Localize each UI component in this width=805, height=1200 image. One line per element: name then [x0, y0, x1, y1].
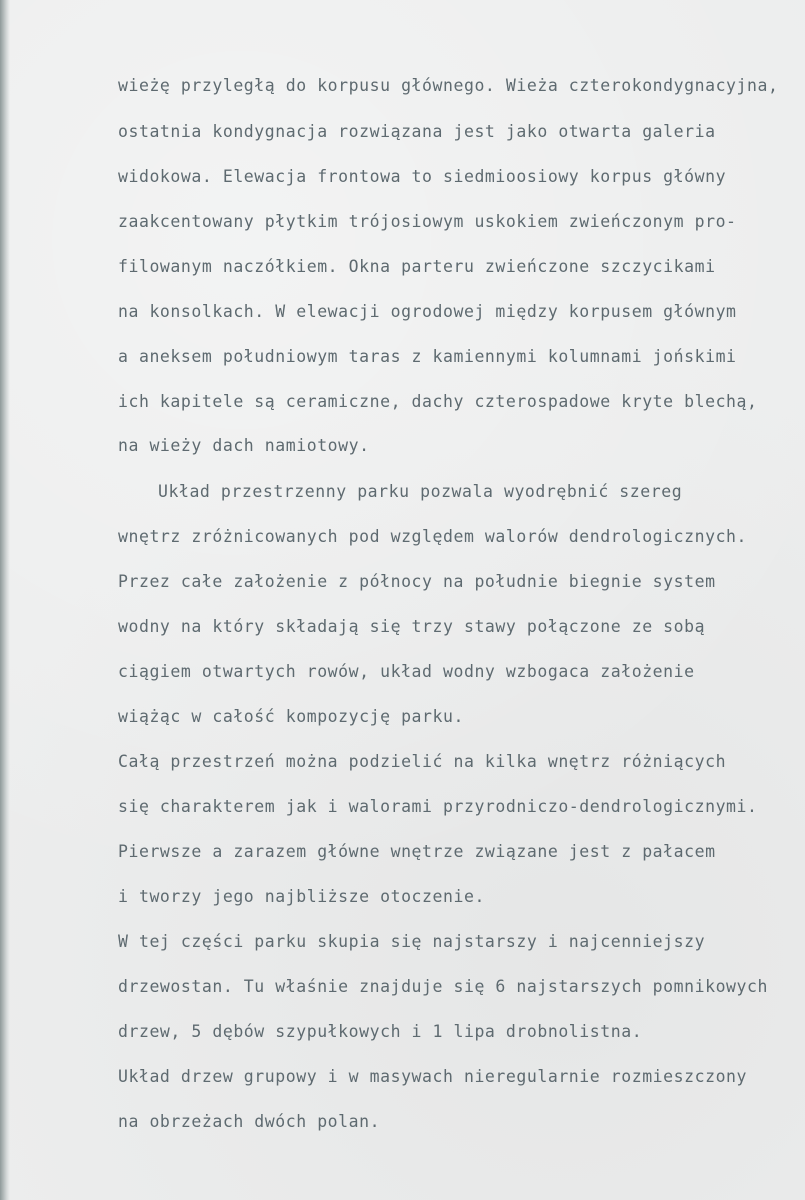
text-line: się charakterem jak i walorami przyrodniczo-dendrologicznymi.	[118, 797, 758, 816]
text-line: filowanym naczółkiem. Okna parteru zwieńczone szczycikami	[118, 257, 716, 276]
text-line: ciągiem otwartych rowów, układ wodny wzbogaca założenie	[118, 662, 695, 681]
text-line: Całą przestrzeń można podzielić na kilka wnętrz różniących	[118, 752, 727, 771]
text-line: i tworzy jego najbliższe otoczenie.	[118, 887, 485, 906]
text-line: Układ drzew grupowy i w masywach nieregularnie rozmieszczony	[118, 1067, 748, 1086]
text-line: wiążąc w całość kompozycję parku.	[118, 707, 464, 726]
text-line: Pierwsze a zarazem główne wnętrze związane jest z pałacem	[118, 842, 716, 861]
text-line: Układ przestrzenny parku pozwala wyodrębnić szereg	[158, 482, 683, 501]
text-line: ostatnia kondygnacja rozwiązana jest jako otwarta galeria	[118, 122, 716, 141]
text-line: na obrzeżach dwóch polan.	[118, 1112, 381, 1131]
text-line: Przez całe założenie z północy na południe biegnie system	[118, 572, 716, 591]
text-line: drzewostan. Tu właśnie znajduje się 6 najstarszych pomnikowych	[118, 977, 768, 996]
text-line: zaakcentowany płytkim trójosiowym uskokiem zwieńczonym pro-	[118, 212, 737, 231]
text-line: a aneksem południowym taras z kamiennymi kolumnami jońskimi	[118, 347, 737, 366]
text-line: wodny na który składają się trzy stawy połączone ze sobą	[118, 617, 706, 636]
text-line: drzew, 5 dębów szypułkowych i 1 lipa drobnolistna.	[118, 1022, 643, 1041]
text-line: na wieży dach namiotowy.	[118, 436, 370, 455]
text-line: na konsolkach. W elewacji ogrodowej między korpusem głównym	[118, 302, 737, 321]
text-line: wieżę przyległą do korpusu głównego. Wieża czterokondygnacyjna,	[118, 76, 779, 95]
text-line: W tej części parku skupia się najstarszy i najcenniejszy	[118, 932, 706, 951]
text-line: wnętrz zróżnicowanych pod względem walorów dendrologicznych.	[118, 527, 748, 546]
text-line: widokowa. Elewacja frontowa to siedmioosiowy korpus główny	[118, 167, 727, 186]
text-line: ich kapitele są ceramiczne, dachy czterospadowe kryte blechą,	[118, 392, 758, 411]
